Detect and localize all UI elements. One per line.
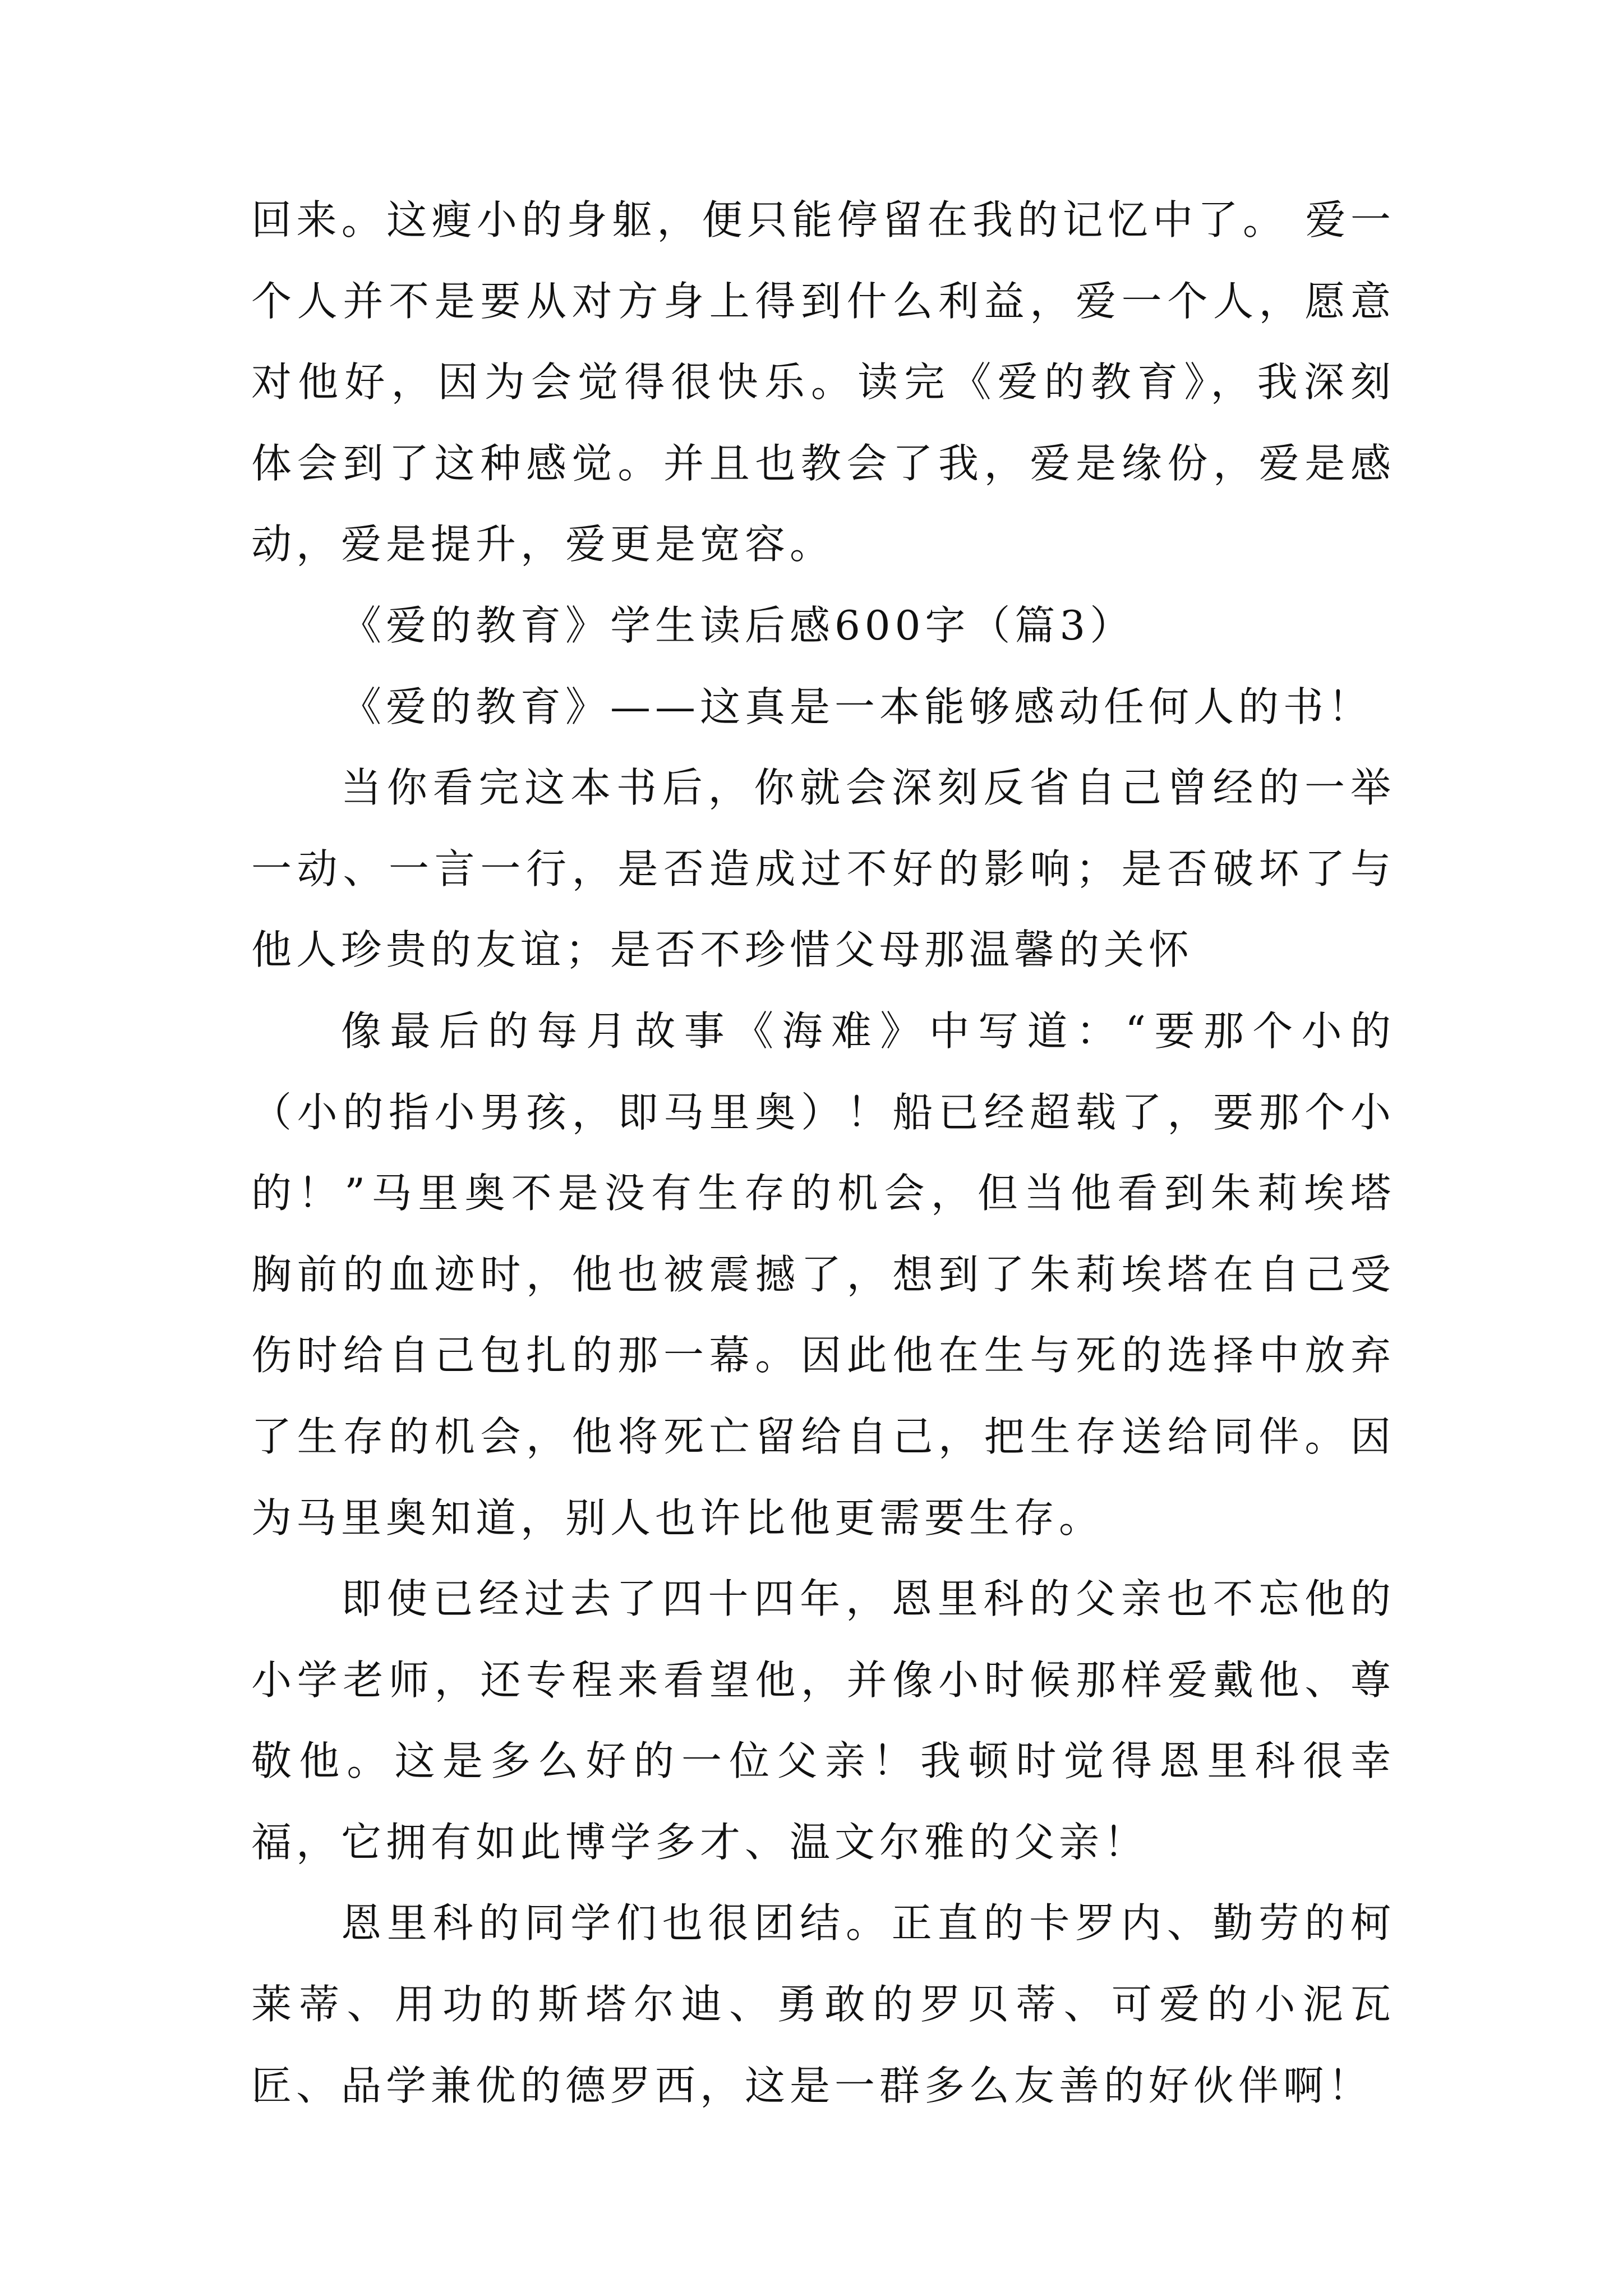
- paragraph: 像最后的每月故事《海难》中写道：“要那个小的（小的指小男孩，即马里奥）！船已经超载了，要那个小的！”马里奥不是没有生存的机会，但当他看到朱莉埃塔胸前的血迹时，他也被震撼了，想到了朱莉埃塔在自己受伤时给自己包扎的那一幕。因此他在生与死的选择中放弃了生存的机会，他将死亡留给自己，把生存送给同伴。因为马里奥知道，别人也许比他更需要生存。: [251, 1007, 1395, 1542]
- section-heading: 《爱的教育》学生读后感600字（篇3）: [341, 601, 1135, 649]
- document-body: [251, 180, 1395, 2126]
- paragraph: 即使已经过去了四十四年，恩里科的父亲也不忘他的小学老师，还专程来看望他，并像小时候那样爱戴他、尊敬他。这是多么好的一位父亲！我顿时觉得恩里科很幸福，它拥有如此博学多才、温文尔雅的父亲！: [251, 1575, 1395, 1866]
- paragraph: 恩里科的同学们也很团结。正直的卡罗内、勤劳的柯莱蒂、用功的斯塔尔迪、勇敢的罗贝蒂、可爱的小泥瓦匠、品学兼优的德罗西，这是一群多么友善的好伙伴啊！: [251, 1899, 1395, 2109]
- paragraph-continuation: 回来。这瘦小的身躯，便只能停留在我的记忆中了。 爱一个人并不是要从对方身上得到什么利益，爱一个人，愿意对他好，因为会觉得很快乐。读完《爱的教育》，我深刻体会到了这种感觉。并且也教会了我，爱是缘份，爱是感动，爱是提升，爱更是宽容。: [251, 196, 1395, 568]
- paragraph: 《爱的教育》——这真是一本能够感动任何人的书！: [341, 683, 1373, 730]
- paragraph: 当你看完这本书后，你就会深刻反省自己曾经的一举一动、一言一行，是否造成过不好的影响；是否破坏了与他人珍贵的友谊；是否不珍惜父母那温馨的关怀: [251, 764, 1395, 974]
